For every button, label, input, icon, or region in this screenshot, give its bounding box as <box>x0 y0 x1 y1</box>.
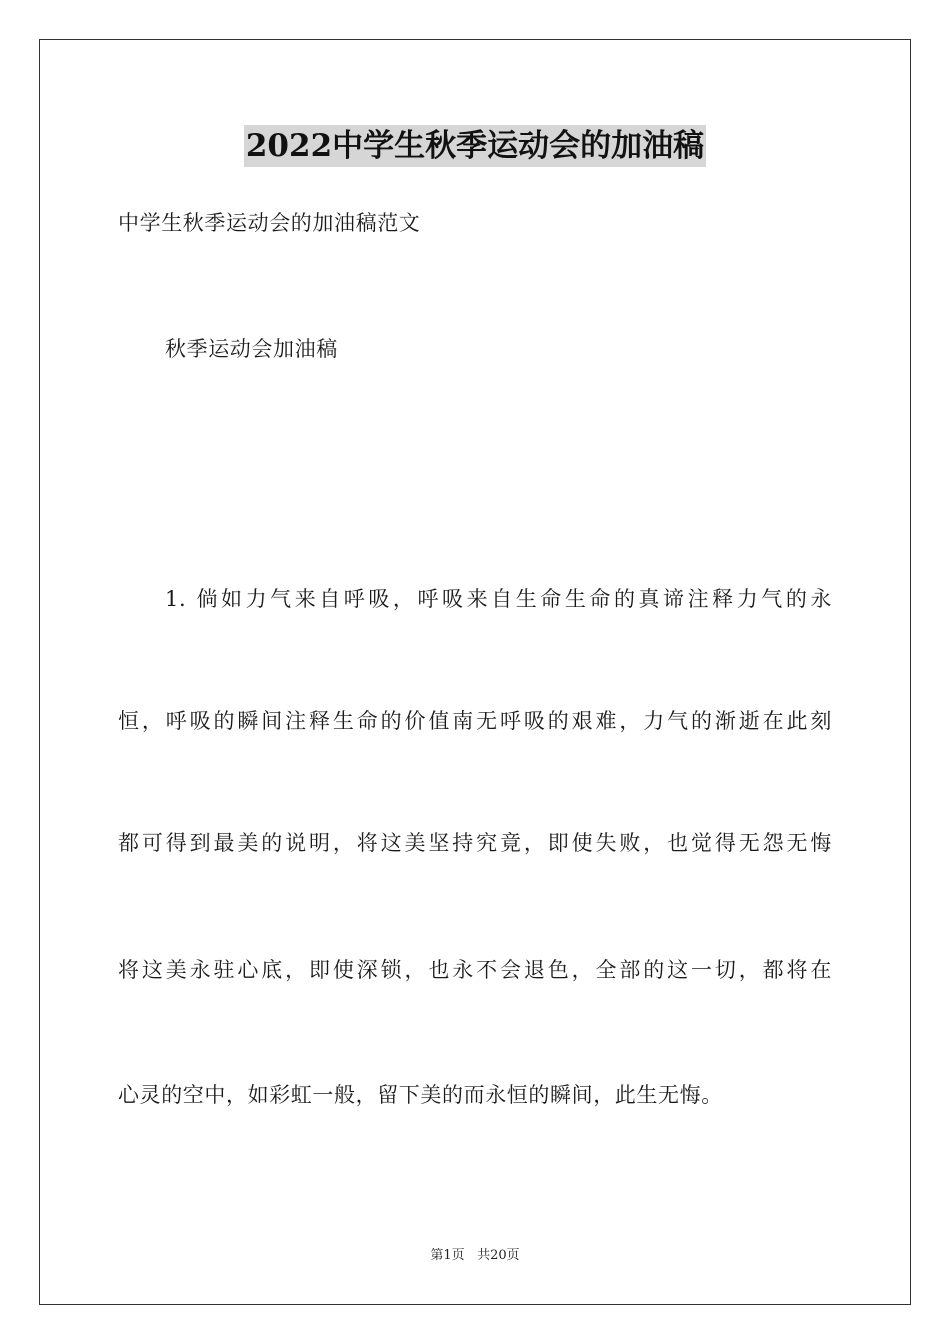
document-title: 2022中学生秋季运动会的加油稿 <box>244 125 706 167</box>
body-line-5: 心灵的空中，如彩虹一般，留下美的而永恒的瞬间，此生无悔。 <box>118 1083 723 1107</box>
body-line-4: 将这美永驻心底，即使深锁，也永不会退色，全部的这一切，都将在 <box>118 958 832 982</box>
total-pages: 共20页 <box>477 1248 520 1263</box>
page-number: 第1页 <box>430 1248 465 1263</box>
body-line-2: 恒，呼吸的瞬间注释生命的价值南无呼吸的艰难，力气的渐逝在此刻 <box>118 709 832 733</box>
page-footer <box>0 1247 950 1265</box>
body-line-1: 1. 倘如力气来自呼吸，呼吸来自生命生命的真谛注释力气的永 <box>165 587 832 611</box>
section-heading: 秋季运动会加油稿 <box>165 337 338 361</box>
document-subtitle: 中学生秋季运动会的加油稿范文 <box>118 211 421 235</box>
title-container <box>0 125 950 167</box>
footer-spacer <box>465 1248 477 1263</box>
body-line-3: 都可得到最美的说明，将这美坚持究竟，即使失败，也觉得无怨无悔 <box>118 831 832 855</box>
